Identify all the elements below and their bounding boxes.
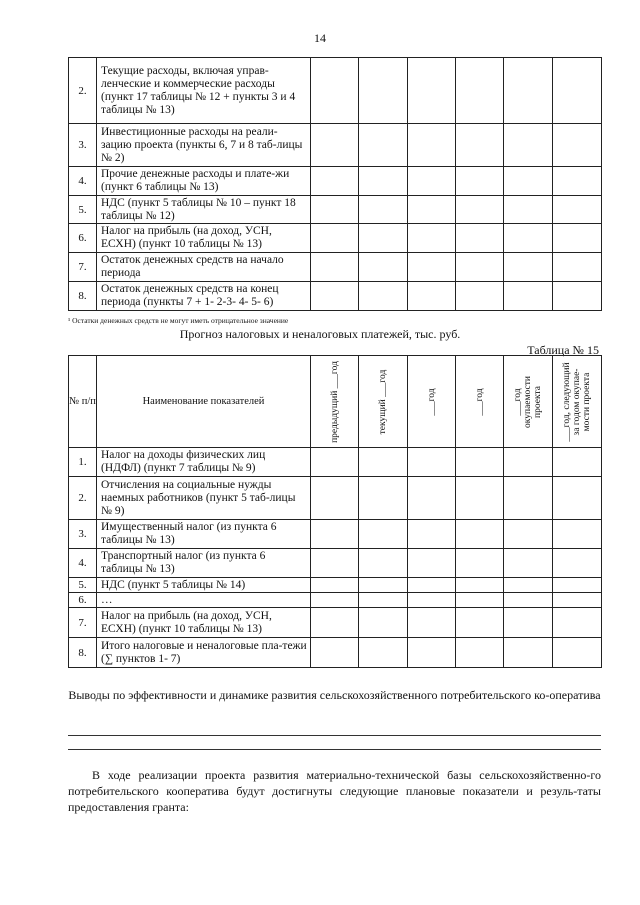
value-cell — [359, 224, 408, 253]
value-cell — [359, 58, 408, 124]
value-cell — [504, 196, 553, 224]
header-col-payback-year: ___год окупаемости проекта — [504, 356, 553, 448]
row-number: 5. — [69, 196, 97, 224]
row-indicator-name: Налог на доходы физических лиц (НДФЛ) (пункт 7 таблицы № 9) — [97, 448, 311, 477]
table-row — [69, 448, 602, 477]
value-cell — [408, 549, 456, 578]
value-cell — [311, 549, 359, 578]
value-cell — [553, 638, 602, 668]
value-cell — [553, 224, 602, 253]
row-indicator-name: Имущественный налог (из пункта 6 таблицы № 13) — [97, 520, 311, 549]
table-row — [69, 549, 602, 578]
value-cell — [311, 224, 359, 253]
value-cell — [553, 448, 602, 477]
row-number: 3. — [69, 520, 97, 549]
results-paragraph: В ходе реализации проекта развития материально-технической базы сельскохозяйственно-го потребительского кооператива будут достигнуты следующие плановые показатели и резуль-таты предоставления гранта: — [68, 768, 601, 814]
table-row — [69, 124, 602, 167]
row-indicator-name: НДС (пункт 5 таблицы № 10 – пункт 18 таблицы № 12) — [97, 196, 311, 224]
row-number: 4. — [69, 549, 97, 578]
header-col-year-3: ___год — [408, 356, 456, 448]
table-row — [69, 58, 602, 124]
value-cell — [456, 58, 504, 124]
value-cell — [456, 282, 504, 311]
value-cell — [553, 253, 602, 282]
value-cell — [408, 638, 456, 668]
value-cell — [311, 638, 359, 668]
value-cell — [553, 282, 602, 311]
table-row — [69, 593, 602, 608]
value-cell — [311, 608, 359, 638]
value-cell — [553, 520, 602, 549]
table15-label: Таблица № 15 — [527, 343, 599, 357]
cash-flow-table — [68, 57, 602, 311]
value-cell — [553, 58, 602, 124]
value-cell — [456, 196, 504, 224]
row-indicator-name: … — [97, 593, 311, 608]
table-row — [69, 578, 602, 593]
row-number: 7. — [69, 253, 97, 282]
value-cell — [359, 282, 408, 311]
value-cell — [408, 253, 456, 282]
value-cell — [456, 593, 504, 608]
row-number: 5. — [69, 578, 97, 593]
value-cell — [408, 58, 456, 124]
row-indicator-name: НДС (пункт 5 таблицы № 14) — [97, 578, 311, 593]
value-cell — [504, 448, 553, 477]
blank-line-1 — [68, 735, 601, 736]
value-cell — [456, 549, 504, 578]
value-cell — [553, 124, 602, 167]
table-row — [69, 282, 602, 311]
value-cell — [408, 477, 456, 520]
value-cell — [504, 167, 553, 196]
table-row — [69, 224, 602, 253]
value-cell — [408, 608, 456, 638]
table-row — [69, 638, 602, 668]
value-cell — [408, 593, 456, 608]
value-cell — [456, 477, 504, 520]
value-cell — [553, 549, 602, 578]
conclusion-title: Выводы по эффективности и динамике развития сельскохозяйственного потребительского ко-оператива — [68, 688, 601, 702]
value-cell — [408, 167, 456, 196]
value-cell — [359, 549, 408, 578]
header-col-prev-year: предыдущий ___год — [311, 356, 359, 448]
row-indicator-name: Отчисления на социальные нужды наемных работников (пункт 5 таб-лицы № 9) — [97, 477, 311, 520]
row-indicator-name: Текущие расходы, включая управ-ленческие и коммерческие расходы (пункт 17 таблицы № 12 + пункты 3 и 4 таблицы № 13) — [97, 58, 311, 124]
row-number: 1. — [69, 448, 97, 477]
value-cell — [553, 196, 602, 224]
value-cell — [408, 224, 456, 253]
header-col-current-year: текущий ___год — [359, 356, 408, 448]
value-cell — [359, 608, 408, 638]
value-cell — [359, 477, 408, 520]
row-indicator-name: Остаток денежных средств на начало периода — [97, 253, 311, 282]
value-cell — [553, 578, 602, 593]
value-cell — [456, 520, 504, 549]
value-cell — [408, 124, 456, 167]
value-cell — [456, 224, 504, 253]
value-cell — [359, 196, 408, 224]
table-row — [69, 520, 602, 549]
table-row — [69, 167, 602, 196]
value-cell — [359, 578, 408, 593]
value-cell — [504, 608, 553, 638]
value-cell — [311, 58, 359, 124]
table15-header-row — [69, 356, 602, 448]
value-cell — [408, 520, 456, 549]
table-row — [69, 608, 602, 638]
value-cell — [359, 520, 408, 549]
value-cell — [311, 196, 359, 224]
page-number: 14 — [314, 31, 326, 45]
value-cell — [408, 196, 456, 224]
value-cell — [504, 282, 553, 311]
row-indicator-name: Налог на прибыль (на доход, УСН, ЕСХН) (пункт 10 таблицы № 13) — [97, 224, 311, 253]
value-cell — [504, 638, 553, 668]
value-cell — [311, 477, 359, 520]
value-cell — [408, 578, 456, 593]
value-cell — [359, 253, 408, 282]
footnote: ¹ Остатки денежных средств не могут иметь отрицательное значение — [68, 316, 289, 325]
row-number: 3. — [69, 124, 97, 167]
value-cell — [456, 124, 504, 167]
row-number: 7. — [69, 608, 97, 638]
value-cell — [311, 124, 359, 167]
value-cell — [311, 253, 359, 282]
value-cell — [456, 448, 504, 477]
value-cell — [504, 253, 553, 282]
value-cell — [553, 608, 602, 638]
header-col-year-4: ___год — [456, 356, 504, 448]
row-indicator-name: Остаток денежных средств на конец периода (пункты 7 + 1- 2-3- 4- 5- 6) — [97, 282, 311, 311]
value-cell — [359, 124, 408, 167]
row-number: 2. — [69, 477, 97, 520]
value-cell — [311, 593, 359, 608]
value-cell — [504, 124, 553, 167]
value-cell — [504, 520, 553, 549]
row-number: 2. — [69, 58, 97, 124]
value-cell — [408, 448, 456, 477]
value-cell — [408, 282, 456, 311]
value-cell — [311, 282, 359, 311]
row-number: 4. — [69, 167, 97, 196]
value-cell — [553, 167, 602, 196]
row-indicator-name: Прочие денежные расходы и плате-жи (пункт 6 таблицы № 13) — [97, 167, 311, 196]
row-number: 6. — [69, 224, 97, 253]
value-cell — [553, 593, 602, 608]
value-cell — [504, 58, 553, 124]
value-cell — [504, 593, 553, 608]
value-cell — [359, 448, 408, 477]
header-col-after-payback: ___год, следующий за годом окупае-мости проекта — [553, 356, 602, 448]
value-cell — [553, 477, 602, 520]
row-indicator-name: Итого налоговые и неналоговые пла-тежи (∑ пунктов 1- 7) — [97, 638, 311, 668]
value-cell — [504, 549, 553, 578]
value-cell — [456, 167, 504, 196]
value-cell — [504, 224, 553, 253]
table-row — [69, 477, 602, 520]
table-row — [69, 253, 602, 282]
row-number: 8. — [69, 638, 97, 668]
blank-line-2 — [68, 749, 601, 750]
value-cell — [311, 578, 359, 593]
value-cell — [504, 477, 553, 520]
value-cell — [311, 520, 359, 549]
value-cell — [456, 578, 504, 593]
table-row — [69, 196, 602, 224]
row-number: 6. — [69, 593, 97, 608]
row-indicator-name: Инвестиционные расходы на реали-зацию проекта (пункты 6, 7 и 8 таб-лицы № 2) — [97, 124, 311, 167]
row-indicator-name: Налог на прибыль (на доход, УСН, ЕСХН) (пункт 10 таблицы № 13) — [97, 608, 311, 638]
value-cell — [359, 167, 408, 196]
value-cell — [456, 253, 504, 282]
header-num: № п/п — [69, 356, 97, 448]
value-cell — [456, 608, 504, 638]
value-cell — [504, 578, 553, 593]
value-cell — [359, 638, 408, 668]
value-cell — [311, 448, 359, 477]
value-cell — [311, 167, 359, 196]
header-name: Наименование показателей — [97, 356, 311, 448]
table15-title: Прогноз налоговых и неналоговых платежей, тыс. руб. — [179, 327, 461, 341]
value-cell — [456, 638, 504, 668]
value-cell — [359, 593, 408, 608]
row-number: 8. — [69, 282, 97, 311]
row-indicator-name: Транспортный налог (из пункта 6 таблицы № 13) — [97, 549, 311, 578]
tax-payments-table — [68, 355, 602, 668]
